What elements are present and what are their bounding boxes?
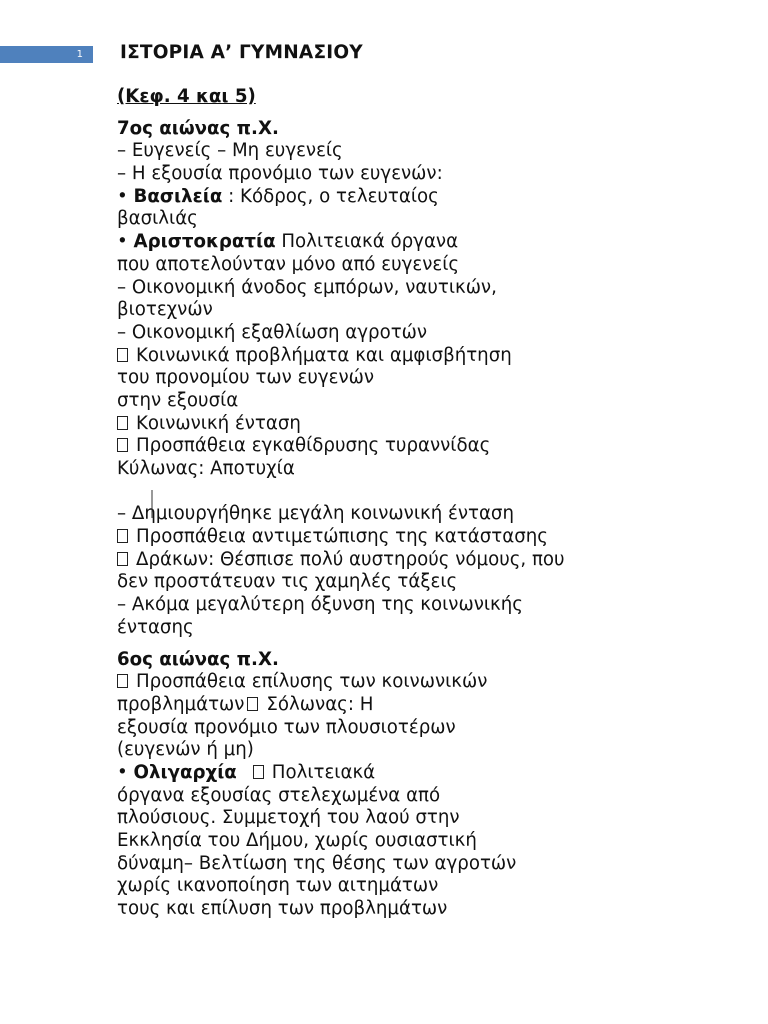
text-line: του προνομίου των ευγενών <box>117 367 375 389</box>
term-monarchy: Βασιλεία <box>133 185 223 207</box>
text-line: Κύλωνας: Αποτυχία <box>117 458 295 479</box>
missing-glyph-box-icon <box>117 674 128 688</box>
page-number-bar <box>0 46 93 63</box>
boxed-text: Κοινωνικά προβλήματα και αμφισβήτηση <box>136 344 512 366</box>
missing-glyph-box-icon <box>247 697 258 711</box>
chapter-subtitle: (Κεφ. 4 και 5) <box>117 86 256 107</box>
text-line: – Η εξουσία προνόμιο των ευγενών: <box>117 163 443 185</box>
text-line: – Οικονομική εξαθλίωση αγροτών <box>117 321 428 343</box>
text-line: – Ακόμα μεγαλύτερη όξυνση της κοινωνικής <box>117 594 523 616</box>
boxed-line <box>117 671 757 694</box>
down-arrow-icon <box>151 490 153 518</box>
boxed-line <box>117 435 757 458</box>
boxed-text: Δράκων: Θέσπισε πολύ αυστηρούς νόμους, που <box>136 548 565 570</box>
page-number: 1 <box>76 48 83 60</box>
missing-glyph-box-icon <box>253 765 264 779</box>
blank-line <box>117 481 757 504</box>
missing-glyph-box-icon <box>117 348 128 362</box>
text-line: που αποτελούνταν μόνο από ευγενείς <box>117 253 460 275</box>
text-line: εξουσία προνόμιο των πλουσιοτέρων <box>117 716 456 738</box>
bullet-symbol: • <box>117 231 134 253</box>
text-line: χωρίς ικανοποίηση των αιτημάτων <box>117 875 439 897</box>
boxed-line <box>117 526 757 549</box>
boxed-line <box>117 694 757 717</box>
boxed-text: Προσπάθεια αντιμετώπισης της κατάστασης <box>136 526 548 548</box>
text-line: στην εξουσία <box>117 389 239 411</box>
bullet-line-oligarchy <box>117 762 757 785</box>
text-line: βιοτεχνών <box>117 299 213 321</box>
missing-glyph-box-icon <box>117 529 128 543</box>
document-body <box>117 86 757 921</box>
text-line: δύναμη– Βελτίωση της θέσης των αγροτών <box>117 852 517 874</box>
text-line: – Οικονομική άνοδος εμπόρων, ναυτικών, <box>117 276 497 298</box>
text-line: Εκκλησία του Δήμου, χωρίς ουσιαστική <box>117 830 477 851</box>
text-line: βασιλιάς <box>117 208 198 230</box>
bullet-line-aristocracy <box>117 231 757 254</box>
text-line: – Δημιουργήθηκε μεγάλη κοινωνική ένταση <box>117 503 514 525</box>
text-line: δεν προστάτευαν τις χαμηλές τάξεις <box>117 571 458 593</box>
term-aristocracy: Αριστοκρατία <box>133 231 276 253</box>
bullet-text: Πολιτειακά όργανα <box>275 231 459 253</box>
term-oligarchy: Ολιγαρχία <box>133 761 237 783</box>
text-line: όργανα εξουσίας στελεχωμένα από <box>117 784 441 806</box>
section-heading-6th-century: 6ος αιώνας π.Χ. <box>117 648 279 670</box>
missing-glyph-box-icon <box>117 416 128 430</box>
text-line: τους και επίλυση των προβλημάτων <box>117 898 448 920</box>
boxed-text: Προσπάθεια εγκαθίδρυσης τυραννίδας <box>136 435 491 457</box>
missing-glyph-box-icon <box>117 438 128 452</box>
bullet-line-monarchy <box>117 186 757 209</box>
boxed-line <box>117 413 757 436</box>
boxed-text: Κοινωνική ένταση <box>136 412 301 434</box>
document-title: ΙΣΤΟΡΙΑ Α’ ΓΥΜΝΑΣΙΟΥ <box>120 42 363 63</box>
missing-glyph-box-icon <box>117 552 128 566</box>
text-fragment: προβλημάτων <box>117 693 245 715</box>
boxed-text: Προσπάθεια επίλυσης των κοινωνικών <box>136 671 488 693</box>
boxed-line <box>117 345 757 368</box>
bullet-text: Πολιτειακά <box>271 761 376 783</box>
section-heading-7th-century: 7ος αιώνας π.Χ. <box>117 117 279 139</box>
text-line: (ευγενών ή μη) <box>117 739 254 761</box>
bullet-text: : Κόδρος, ο τελευταίος <box>222 185 439 207</box>
text-line: έντασης <box>117 616 194 638</box>
text-fragment: Σόλωνας: Η <box>266 693 374 715</box>
text-line: πλούσιους. Συμμετοχή του λαού στην <box>117 807 460 829</box>
bullet-symbol: • <box>117 761 134 783</box>
bullet-symbol: • <box>117 185 134 207</box>
text-line: – Ευγενείς – Μη ευγενείς <box>117 140 343 162</box>
boxed-line <box>117 549 757 572</box>
